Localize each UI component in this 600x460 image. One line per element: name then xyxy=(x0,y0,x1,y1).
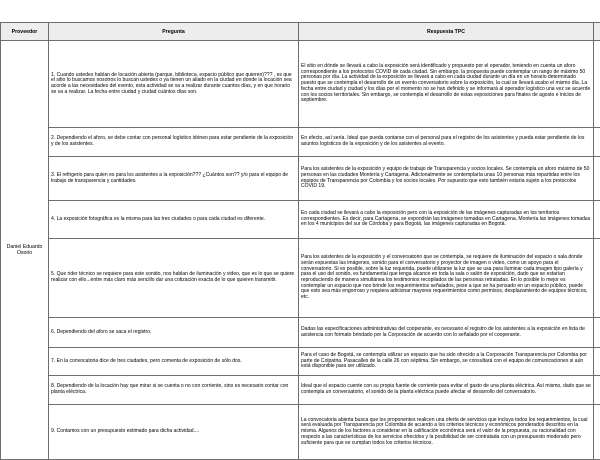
table-row xyxy=(1,201,600,239)
extra-cell xyxy=(594,128,600,157)
extra-cell xyxy=(594,201,600,239)
extra-cell xyxy=(594,348,600,376)
question-cell: 6. Dependiendo del aforo se saca el registro. xyxy=(49,318,299,348)
extra-cell xyxy=(594,405,600,460)
table-row xyxy=(1,157,600,201)
answer-cell: Dadas las especificaciones administrativas del cooperante, es necesario el registro de los asistentes a la exposición en lista de asistencia con formato brindado por la Corporación de acuerdo con lo señalado por el cooperante. xyxy=(299,318,594,348)
header-row xyxy=(1,23,600,41)
question-cell: 9. Contamos con un presupuesto estimado para dicha actividad.... xyxy=(49,405,299,460)
table-row xyxy=(1,128,600,157)
answer-cell: Para los asistentes de la exposición y equipo de trabajo de Transparencia y socios locales. Se contempla un aforo máximo de 50 personas en las ciudades Montería y Cartagena. Adicionalmente se contemplaría unas 10 personas más repartidas entre los equipos de Transparencia por Colombia y los socios locales. Por supuesto que esto también estaría sujeto a los protocolos COVID 19. xyxy=(299,157,594,201)
header-proveedor: Proveedor xyxy=(1,23,49,41)
questions-table xyxy=(0,22,600,460)
extra-cell xyxy=(594,376,600,405)
table-row xyxy=(1,348,600,376)
extra-cell xyxy=(594,239,600,318)
answer-cell: La convocatoria abierta busca que los proponentes realicen una oferta de servicios que incluya todos los requerimientos, la cual será evaluada por Transparencia por Colombia de acuerdo a los criterios técnicos y económicos ponderados descritos en la misma. Algunos de los factores a considerar en la calificación económica será el valor de la propuesta, su racionalidad con respecto a las características de los servicios ofrecidos y la posibilidad de ser contratada con un presupuesto moderado pero suficiente para que se cumplan todos los criterios técnicos. xyxy=(299,405,594,460)
answer-cell: El sitio en dónde se llevará a cabo la exposición será identificado y propuesto por el operador, teniendo en cuenta un aforo correspondiente a los protocolos COVID de cada ciudad. Sin embargo, la propuesta puede contemplar un rango de máximo 50 personas por día. La actividad de la exposición se llevará a cabo en cada ciudad durante un día en un horario determinado puesto que se contempla el desarrollo de un evento conversatorio sobre la exposición, la cual se llevará acabo el mismo día. La fecha entre ciudad y ciudad y los días por el momento no se han definido y se informará al operador logístico una vez se acuerde con los socios territoriales. Sin embargo, se contempla el desarrollo de estas exposiciones para finales de agosto e inicios de septiembre. xyxy=(299,41,594,128)
table-row xyxy=(1,376,600,405)
question-cell: 7. En la convocatoria dice de tres ciudades, pero comenta de exposición de sólo dos. xyxy=(49,348,299,376)
table-row xyxy=(1,239,600,318)
header-respuesta: Respuesta TPC xyxy=(299,23,594,41)
answer-cell: En cada ciudad se llevará a cabo la exposición pero con la exposición de las imágenes capturadas en los territorios correspondientes. Es decir, para Cartagena, se expondrán las imágenes tomadas en Cartagena, Montería las imágenes tomadas en los 4 municipios del sur de Córdoba y para Bogotá, las imágenes capturadas en Bogotá. xyxy=(299,201,594,239)
proveedor-cell: Daniel Eduardo Osorio xyxy=(1,41,49,460)
question-cell: 1. Cuando ustedes hablan de locación abierta (parque, biblioteca, espacio público que quieren)??? , es que el sitio lo buscamos nosotros lo buscan ustedes o ya tienen un aliado en la ciudad en donde la locación sea acorde a las necesidades del evento, esta actividad se va a realizar durante cuantos días, y en que horario se va a realizar. La fecha entre ciudad y ciudad cuántos días son. xyxy=(49,41,299,128)
answer-cell: Para los asistentes de la exposición y el conversatorio que se contempla, se requiere de iluminación del espacio o sala donde serán expuestas las imágenes, sonido para el conversatorio y proyector de imagen o video, como un apoyo para el conversatorio. Si es posible, sobre la luz requerida, puede utilizarse la luz que se usa para iluminar cada imagen tipo galería y para el uso del sonido, es fundamental que tenga alcance en toda la sala o salón de exposición, dado que se estarían reproduciendo de manera simultánea los testimonios recopilados de las personas retratadas. En lo posible lo mejor es contemplar un espacio que nos brinde los requerimientos señalados, pese a que se ha pensado en un espacio público, puede que esto sea más engorroso y requiera adicionar mayores requerimientos como permisos, desplazamiento de equipos técnicos, etc. xyxy=(299,239,594,318)
question-cell: 8. Dependiendo de la locación hay que mirar si se cuenta o no con corriente, sino es necesario contar con planta eléctrica. xyxy=(49,376,299,405)
question-cell: 3. El refrigerio para quien es para los asistentes a la exposición??? ¿Cuántos son?? y/o para el equipo de trabajo de transparencia y cantidades. xyxy=(49,157,299,201)
question-cell: 4. La exposición fotográfica es la misma para las tres ciudades o para cada ciudad es diferente. xyxy=(49,201,299,239)
extra-cell xyxy=(594,41,600,128)
extra-cell xyxy=(594,318,600,348)
header-pregunta: Pregunta xyxy=(49,23,299,41)
table-row xyxy=(1,405,600,460)
table-row xyxy=(1,41,600,128)
answer-cell: Para el caso de Bogotá, se contempla utilizar un espacio que ha sido ofrecido a la Corporación Transparencia por Colombia por parte de Colpatria. Pasacalles de la calle 26 con séptima. Sin embargo, se consultará con el equipo de comunicaciones si aún está disponible para ser utilizado. xyxy=(299,348,594,376)
header-extra xyxy=(594,23,600,41)
answer-cell: En efecto, así sería. Ideal que pueda contarse con el personal para el registro de los asistentes y pueda estar pendiente de los asuntos logísticos de la exposición y de los asistentes al evento. xyxy=(299,128,594,157)
question-cell: 5. Que rider técnico se requiere para este sonido, nos hablan de iluminación y video, que es lo que se quiere realizar con ello...entre más claro más sencillo dar una cotización exacta de lo que quieren transmitir. xyxy=(49,239,299,318)
answer-cell: Ideal que el espacio cuente con su propia fuente de corriente para evitar el gasto de una planta eléctrica. Así mismo, dado que se contempla un conversatorio, el sonido de la planta eléctrica puede afectar el desarrollo del conversatorio. xyxy=(299,376,594,405)
table-row xyxy=(1,318,600,348)
extra-cell xyxy=(594,157,600,201)
question-cell: 2. Dependiendo el aforo, se debe contar con personal logístico idóneo para estar pendiente de la exposición y de los asistentes. xyxy=(49,128,299,157)
